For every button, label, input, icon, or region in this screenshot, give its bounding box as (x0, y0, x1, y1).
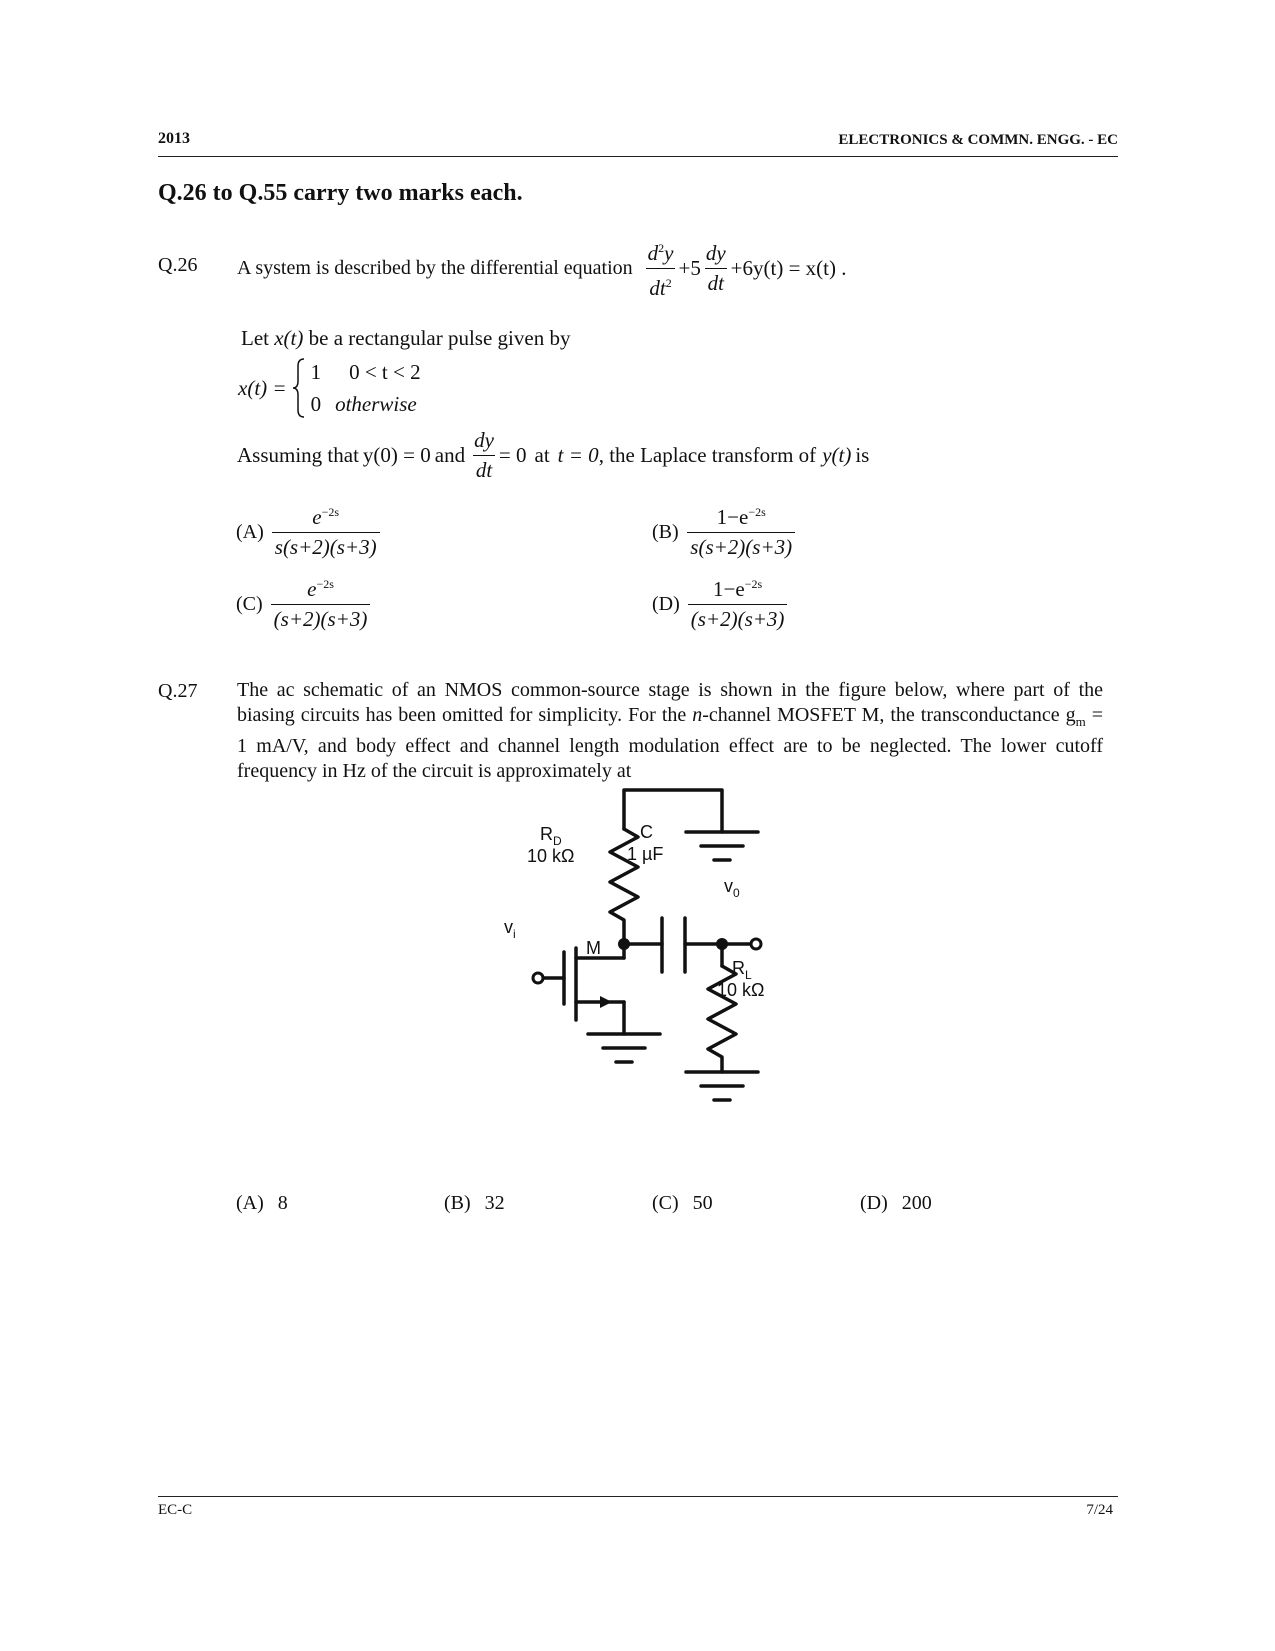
option-label: (C) (236, 593, 263, 615)
q26-eq-rest: +6y(t) = x(t) . (730, 256, 847, 280)
q27-option-c[interactable]: (C) 50 (652, 1192, 713, 1214)
ground-symbol-top (686, 832, 758, 860)
option-label: (D) (652, 593, 680, 615)
header-subject: ELECTRONICS & COMMN. ENGG. - EC (838, 132, 1118, 148)
q26-assumption: Assuming that y(0) = 0 and $\frac{dy}{dt}$ = 0 at t = 0 , the Laplace transform of y(t) is (237, 428, 870, 482)
output-terminal (751, 939, 761, 949)
piecewise-case2-value: 0 (310, 392, 322, 416)
footer-code: EC-C (158, 1502, 193, 1518)
q26-differential-equation (643, 236, 847, 301)
rl-value: 10 kΩ (717, 980, 765, 1000)
source-arrow-icon (600, 996, 612, 1008)
output-node (716, 938, 728, 950)
input-terminal (533, 973, 543, 983)
ground-symbol-load (686, 1072, 758, 1100)
rd-label: $R_D$ (540, 824, 562, 848)
q26-assume-derivative: $\frac{dy}{dt}$ (474, 428, 494, 482)
piecewise-case2-condition: otherwise (335, 392, 417, 416)
piecewise-case1-condition: 0 < t < 2 (349, 360, 421, 384)
mosfet-label: M (586, 938, 601, 958)
rl-label: $R_L$ (732, 958, 752, 982)
header-year: 2013 (158, 130, 190, 147)
ground-symbol-source (588, 1034, 660, 1062)
q27-option-d[interactable]: (D) 200 (860, 1192, 932, 1214)
q26-eq-plus5: +5 (678, 256, 701, 280)
footer-rule (158, 1496, 1118, 1497)
piecewise-case1-value: 1 (310, 360, 322, 384)
vi-label: $v_i$ (504, 917, 516, 941)
question-number-26: Q.26 (158, 254, 198, 276)
left-brace-icon (291, 357, 307, 419)
q26-option-a[interactable]: (A) $\frac{e^{-2s}}{s(s+2)(s+3)}$ (236, 505, 382, 560)
piecewise-lhs: x(t) = (238, 375, 287, 400)
capacitor-value: 1 µF (627, 844, 664, 864)
nmos-common-source-circuit (500, 780, 800, 1160)
drain-node (618, 938, 630, 950)
q26-option-b[interactable]: (B) $\frac{1-e^{-2s}}{s(s+2)(s+3)}$ (652, 505, 798, 560)
q26-option-d[interactable]: (D) $\frac{1-e^{-2s}}{(s+2)(s+3)}$ (652, 577, 789, 632)
q26-intro: A system is described by the differential equation (237, 257, 633, 279)
option-label: (A) (236, 521, 264, 543)
option-label: (B) (652, 521, 679, 543)
section-title: Q.26 to Q.55 carry two marks each. (158, 180, 523, 206)
q27-option-b[interactable]: (B) 32 (444, 1192, 505, 1214)
capacitor-label: C (640, 822, 653, 842)
q26-pulse-intro: Let x(t) be a rectangular pulse given by (241, 326, 571, 350)
q27-text: The ac schematic of an NMOS common-source stage is shown in the figure below, where part of the biasing circuits has been omitted for simplicity. For the n-channel MOSFET M, the transconductance $g_m = 1$ mA/V, and body effect and channel length modulation effect are to be neglected. The lower cutoff frequency in Hz of the circuit is approximately at (237, 679, 1103, 782)
q26-piecewise (238, 356, 421, 420)
question-number-27: Q.27 (158, 680, 198, 702)
vo-label: $v_0$ (724, 876, 740, 900)
q26-eq-second-derivative: $\frac{d^2y}{dt^2}$ (647, 241, 674, 300)
q26-eq-first-derivative: $\frac{dy}{dt}$ (705, 241, 726, 295)
q27-option-a[interactable]: (A) 8 (236, 1192, 288, 1214)
q26-option-c[interactable]: (C) $\frac{e^{-2s}}{(s+2)(s+3)}$ (236, 577, 372, 632)
rd-value: 10 kΩ (527, 846, 575, 866)
vdd-ac-ground-wire (624, 790, 722, 832)
header-rule (158, 156, 1118, 157)
q26-equation-line (237, 236, 846, 301)
footer-page-number: 7/24 (1086, 1502, 1113, 1518)
